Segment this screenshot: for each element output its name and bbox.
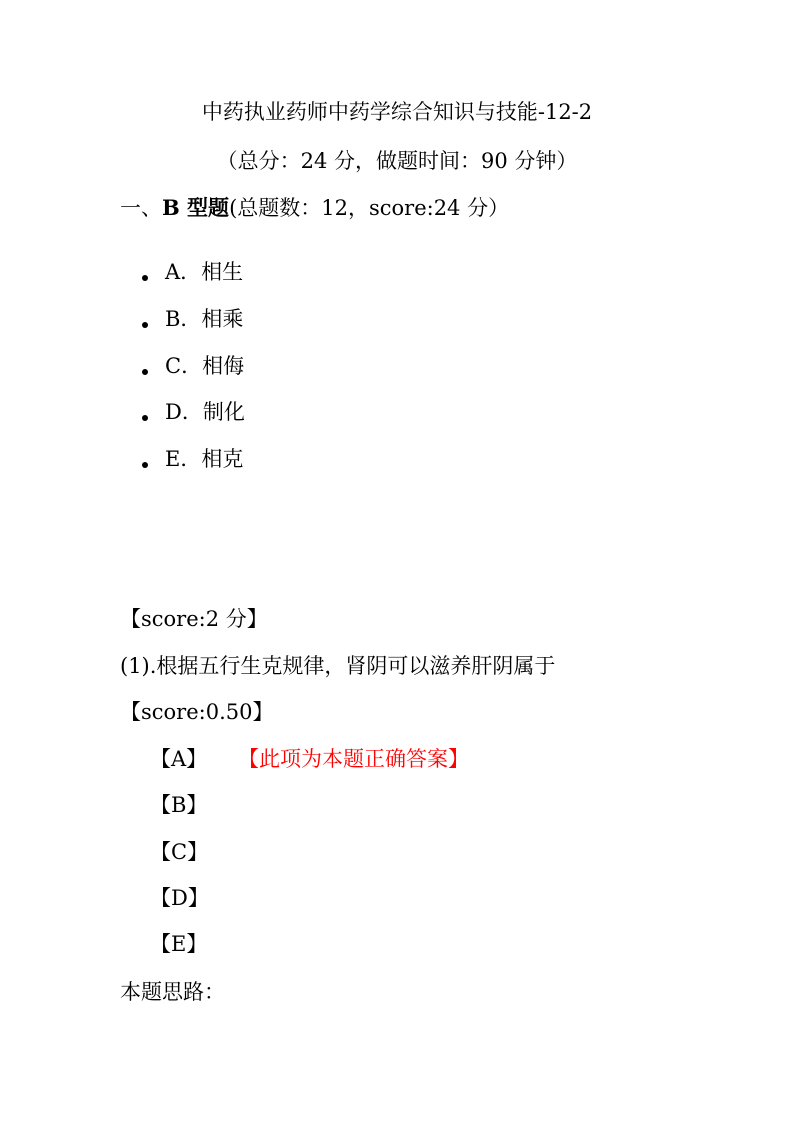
choice-label: 【E】 — [150, 932, 208, 956]
section-heading — [120, 194, 509, 222]
option-label: C．相侮 — [165, 354, 245, 378]
group-score: 【score:2 分】 — [120, 607, 268, 631]
page-title: 中药执业药师中药学综合知识与技能-12-2 — [201, 100, 593, 124]
bullet-icon — [142, 415, 148, 421]
question-score: 【score:0.50】 — [120, 700, 274, 724]
section-type-label: B 型题 — [162, 195, 230, 220]
page-subtitle: （总分：24 分，做题时间：90 分钟） — [216, 149, 578, 173]
option-label: B．相乘 — [165, 307, 244, 331]
bullet-icon — [142, 462, 148, 468]
bullet-icon — [142, 322, 148, 328]
option-label: A．相生 — [165, 260, 244, 284]
choice-label: 【C】 — [150, 840, 209, 864]
analysis-label: 本题思路： — [120, 980, 225, 1004]
option-label: E．相克 — [165, 447, 244, 471]
option-label: D．制化 — [165, 400, 245, 424]
bullet-icon — [142, 369, 148, 375]
section-prefix: 一、 — [120, 196, 162, 220]
section-info: (总题数：12，score:24 分） — [229, 196, 510, 220]
bullet-icon — [142, 275, 148, 281]
correct-answer-note: 【此项为本题正确答案】 — [238, 747, 469, 771]
question-text: (1).根据五行生克规律，肾阴可以滋养肝阴属于 — [120, 654, 556, 678]
choice-label: 【A】 — [150, 747, 208, 771]
choice-label: 【B】 — [150, 793, 208, 817]
choice-label: 【D】 — [150, 886, 209, 910]
